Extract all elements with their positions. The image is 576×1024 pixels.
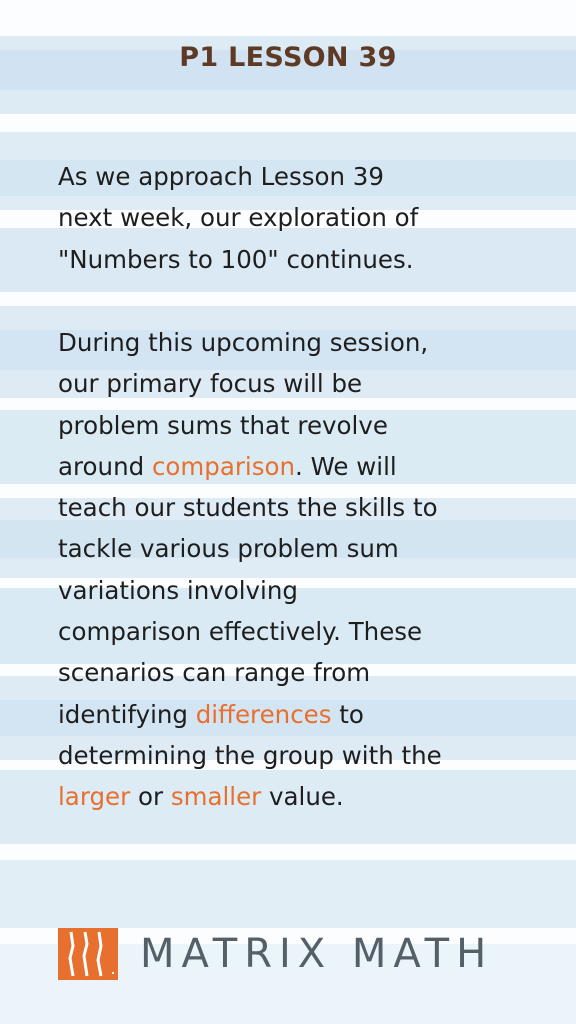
highlight-larger: larger: [58, 782, 131, 812]
focus-line-text: to: [331, 699, 364, 729]
focus-line: During this upcoming session,: [58, 328, 429, 357]
highlight-differences: differences: [195, 699, 332, 729]
focus-line-text: or: [130, 782, 171, 812]
intro-line: As we approach Lesson 39: [58, 162, 384, 191]
intro-line: next week, our exploration of: [58, 203, 419, 233]
logo-wordmark: MATRIX MATH: [140, 931, 494, 977]
focus-paragraph: [58, 322, 538, 818]
page-title: P1 LESSON 39: [179, 42, 397, 73]
focus-line: teach our students the skills to: [58, 493, 438, 523]
focus-line: determining the group with the: [58, 740, 442, 770]
focus-line: scenarios can range from: [58, 658, 371, 688]
highlight-comparison: comparison: [151, 451, 295, 481]
matrix-math-logo-icon: [58, 928, 118, 980]
focus-line: variations involving: [58, 575, 298, 605]
focus-line-text: . We will: [295, 451, 397, 481]
focus-line-text: around: [58, 451, 152, 481]
focus-line: tackle various problem sum: [58, 534, 399, 564]
highlight-smaller: smaller: [170, 782, 262, 812]
focus-line-text: identifying: [58, 699, 196, 729]
focus-line: problem sums that revolve: [58, 410, 388, 440]
intro-paragraph: [58, 156, 538, 280]
intro-line: "Numbers to 100" continues.: [58, 244, 414, 274]
focus-line: comparison effectively. These: [58, 617, 423, 647]
focus-line: our primary focus will be: [58, 369, 363, 399]
focus-line-text: value.: [261, 782, 344, 812]
matrix-math-logo: [58, 926, 558, 982]
